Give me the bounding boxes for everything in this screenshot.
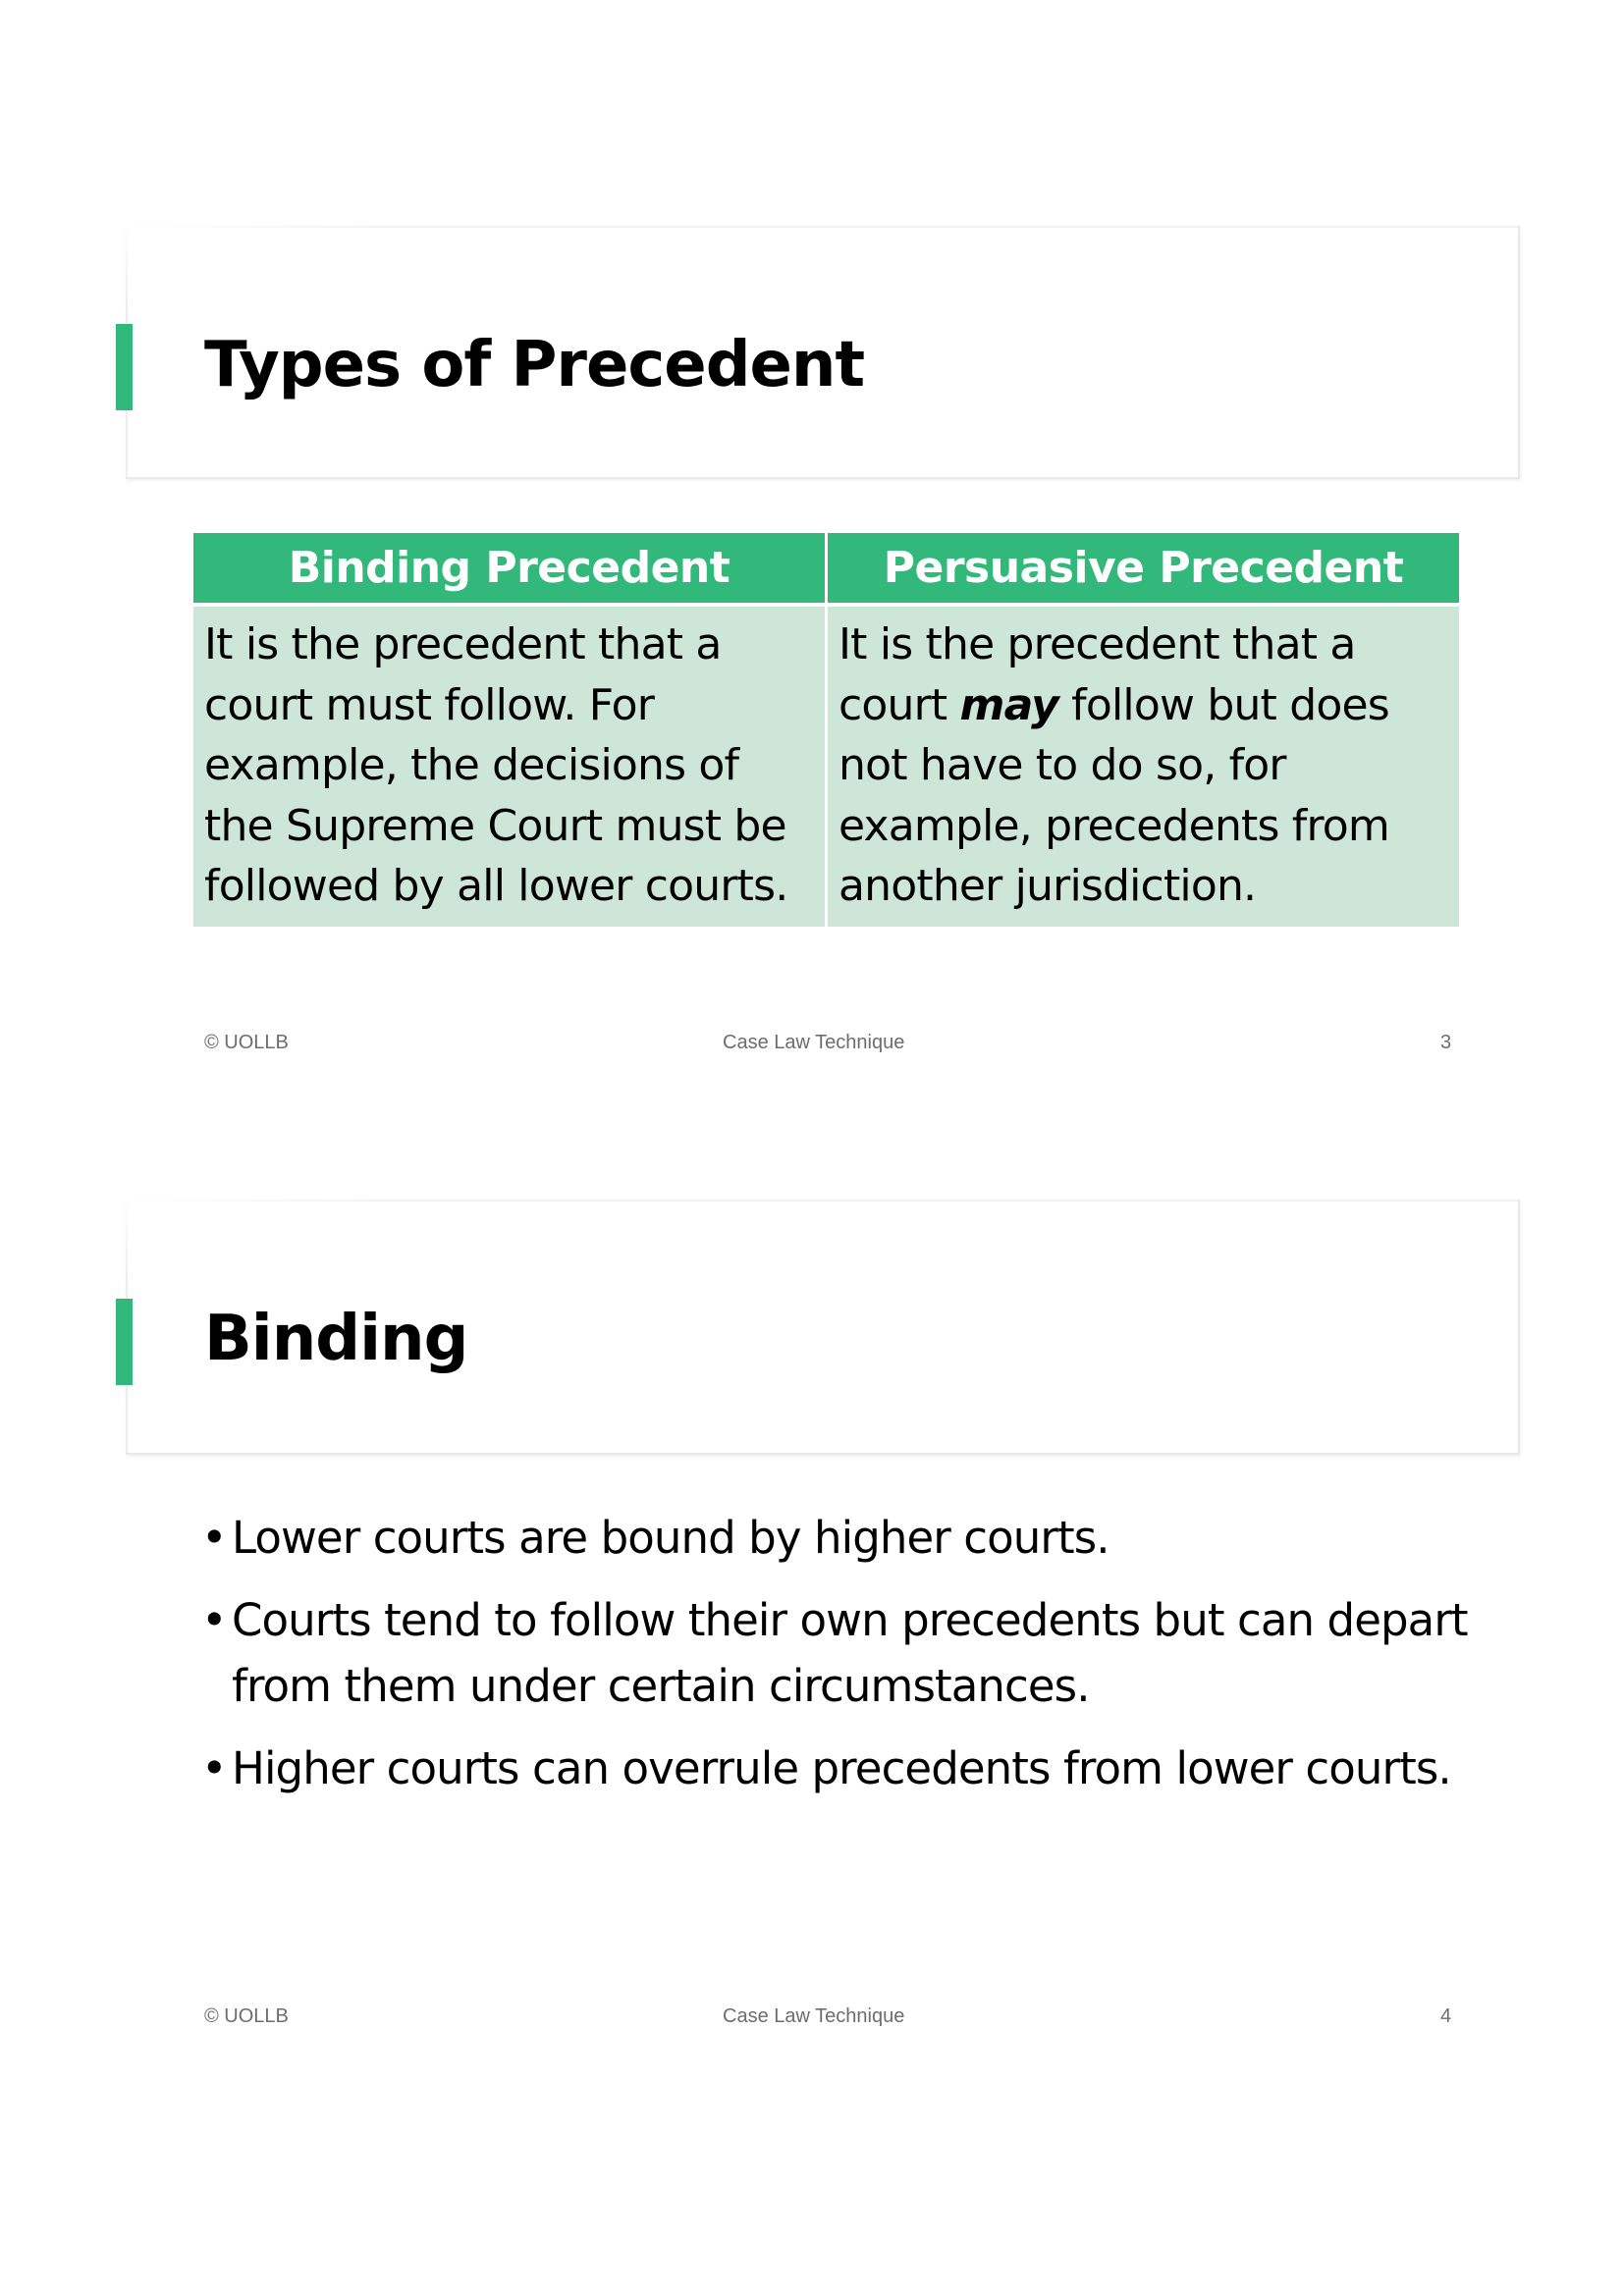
table-cell-persuasive <box>827 605 1460 927</box>
footer-page-number: 3 <box>1440 1032 1452 1053</box>
list-item <box>201 1735 1497 1801</box>
table-header-row <box>193 533 1459 605</box>
list-item-text: Lower courts are bound by higher courts. <box>232 1512 1109 1564</box>
cell-text-emphasis: may <box>959 679 1058 730</box>
list-item <box>201 1587 1497 1719</box>
bullet-list <box>201 1505 1497 1818</box>
footer-title: Case Law Technique <box>723 1032 905 1053</box>
table-header-persuasive: Persuasive Precedent <box>827 533 1460 605</box>
title-accent-bar <box>116 324 133 410</box>
cell-text-before: It is the precedent that a court <box>839 619 1356 730</box>
title-box-top-edge <box>126 1200 1518 1201</box>
list-item <box>201 1505 1497 1571</box>
footer-copyright: © UOLLB <box>204 1032 289 1053</box>
table-header-binding: Binding Precedent <box>193 533 827 605</box>
list-item-text: Higher courts can overrule precedents from lower courts. <box>232 1742 1451 1794</box>
footer-copyright: © UOLLB <box>204 2005 289 2027</box>
table-row <box>193 605 1459 927</box>
slide-title: Types of Precedent <box>204 329 865 401</box>
cell-text-after: follow but does not have to do so, for example, precedents from another jurisdiction. <box>839 679 1389 911</box>
list-item-text: Courts tend to follow their own precedents but can depart from them under certain circumstances. <box>232 1594 1468 1712</box>
slide-title: Binding <box>204 1303 468 1375</box>
table-cell-binding: It is the precedent that a court must follow. For example, the decisions of the Supreme Court must be followed by all lower courts. <box>193 605 827 927</box>
title-accent-bar <box>116 1299 133 1385</box>
bullet-dot: • <box>201 1512 227 1564</box>
bullet-dot: • <box>201 1594 227 1646</box>
footer-title: Case Law Technique <box>723 2005 905 2027</box>
slide-binding <box>0 1139 1623 2120</box>
bullet-dot: • <box>201 1742 227 1794</box>
title-box-top-edge <box>126 226 1518 228</box>
footer-page-number: 4 <box>1440 2005 1452 2027</box>
precedent-comparison-table <box>193 533 1459 927</box>
slide-types-of-precedent <box>0 0 1623 1139</box>
